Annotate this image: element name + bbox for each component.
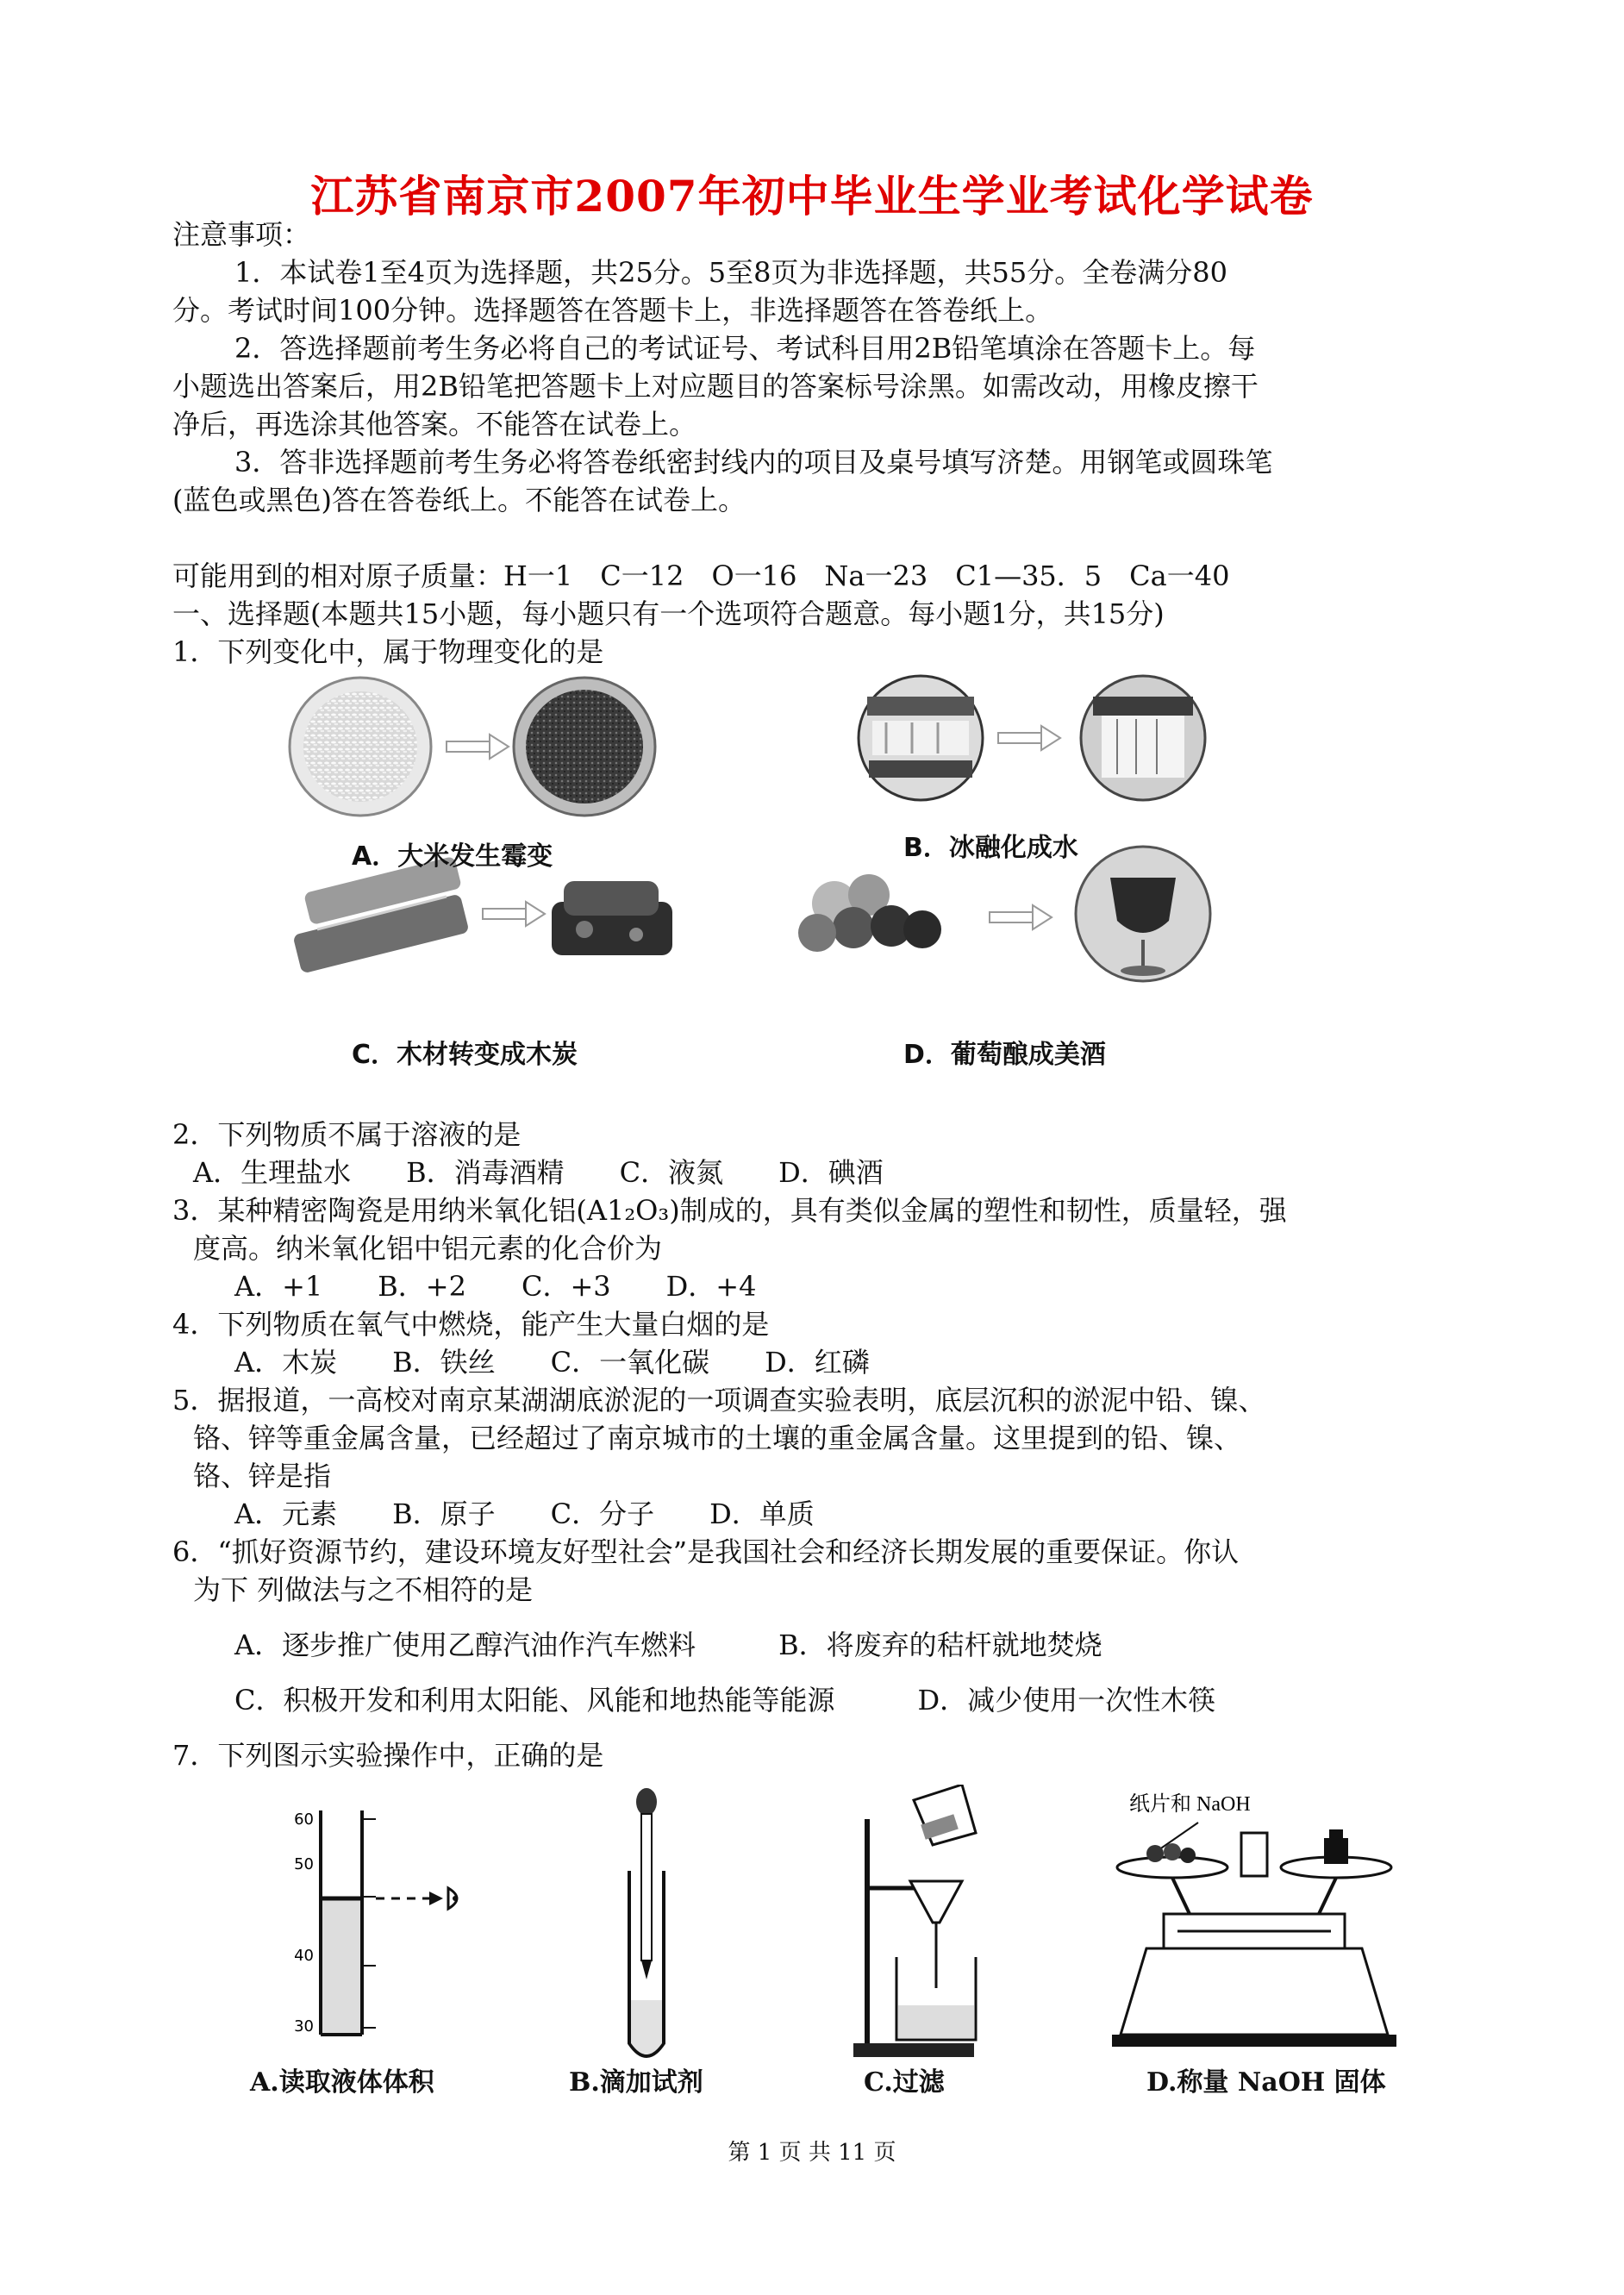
exam-title: 江苏省南京市2007年初中毕业生学业考试化学试卷	[310, 171, 1314, 222]
grapes-before-image	[798, 874, 941, 952]
q7-caption-c: C.过滤	[864, 2067, 945, 2098]
notice-item-1a: 1．本试卷1至4页为选择题，共25分。5至8页为非选择题，共55分。全卷满分80	[234, 256, 1227, 289]
question-1-stem: 1．下列变化中，属于物理变化的是	[172, 635, 604, 668]
notice-item-2c: 净后，再选涂其他答案。不能答在试卷上。	[172, 408, 697, 441]
arrow-icon	[990, 905, 1052, 929]
atomic-masses: 可能用到的相对原子质量：H一1 C一12 O一16 Na一23 C1—35．5 Ca一40	[172, 560, 1230, 592]
tick-40: 40	[294, 1947, 314, 1965]
question-5-stem-b: 铬、锌等重金属含量，已经超过了南京城市的土壤的重金属含量。这里提到的铅、镍、	[193, 1422, 1242, 1454]
question-7-stem: 7．下列图示实验操作中，正确的是	[172, 1739, 604, 1772]
question-6-stem-a: 6．“抓好资源节约，建设环境友好型社会”是我国社会和经济长期发展的重要保证。你认	[172, 1535, 1240, 1568]
notice-item-3a: 3．答非选择题前考生务必将答卷纸密封线内的项目及桌号填写济楚。用钢笔或圆珠笔	[234, 446, 1273, 478]
arrow-icon	[483, 902, 545, 926]
question-4-options: A．木炭 B．铁丝 C．一氧化碳 D．红磷	[234, 1346, 870, 1379]
question-5-stem-c: 铬、锌是指	[193, 1460, 332, 1492]
q1-caption-c: C．木材转变成木炭	[352, 1040, 578, 1070]
tick-60: 60	[294, 1810, 314, 1829]
tick-30: 30	[294, 2017, 314, 2035]
notice-item-2a: 2．答选择题前考生务必将自己的考试证号、考试科目用2B铅笔填涂在答题卡上。每	[234, 332, 1256, 365]
section-heading: 一、选择题(本题共15小题，每小题只有一个选项符合题意。每小题1分，共15分)	[172, 597, 1165, 630]
question-2-options: A．生理盐水 B．消毒酒精 C．液氮 D．碘酒	[193, 1156, 884, 1189]
question-2-stem: 2．下列物质不属于溶液的是	[172, 1118, 522, 1151]
question-1-figure	[283, 671, 1265, 1085]
question-6-options-ab: A．逐步推广使用乙醇汽油作汽车燃料 B．将废弃的秸杆就地焚烧	[234, 1629, 1102, 1661]
eye-icon	[448, 1888, 458, 1909]
ice-before-image	[859, 676, 983, 800]
lab-operations-illustrations	[233, 1785, 1440, 2104]
question-3-options: A．+1 B．+2 C．+3 D．+4	[234, 1270, 757, 1303]
arrow-icon	[998, 726, 1060, 750]
q1-caption-d: D．葡萄酿成美酒	[903, 1040, 1106, 1070]
balance-label: 纸片和 NaOH	[1129, 1793, 1251, 1816]
arrow-icon	[447, 735, 509, 759]
notice-item-3b: (蓝色或黑色)答在答卷纸上。不能答在试卷上。	[172, 484, 746, 516]
graduated-cylinder-image	[321, 1810, 443, 2035]
dropper-test-tube-image	[629, 1788, 664, 2056]
question-5-options: A．元素 B．原子 C．分子 D．单质	[234, 1498, 815, 1530]
notice-item-1b: 分。考试时间100分钟。选择题答在答题卡上，非选择题答在答卷纸上。	[172, 294, 1053, 327]
question-7-figure	[233, 1785, 1440, 2104]
balance-image	[1112, 1823, 1396, 2047]
q7-caption-d: D.称量 NaOH 固体	[1146, 2067, 1386, 2098]
rice-before-image	[290, 678, 431, 816]
q1-caption-a: A．大米发生霉变	[352, 841, 553, 872]
q7-caption-b: B.滴加试剂	[569, 2067, 703, 2098]
change-illustrations	[283, 671, 1265, 1085]
notice-heading: 注意事项：	[172, 218, 311, 251]
q1-caption-b: B．冰融化成水	[903, 833, 1078, 863]
water-after-image	[1081, 676, 1205, 800]
question-4-stem: 4．下列物质在氧气中燃烧，能产生大量白烟的是	[172, 1308, 770, 1341]
wine-glass-image	[1076, 847, 1210, 981]
wood-before-image	[292, 856, 469, 974]
question-6-options-cd: C．积极开发和利用太阳能、风能和地热能等能源 D．减少使用一次性木筷	[234, 1684, 1216, 1717]
notice-item-2b: 小题选出答案后，用2B铅笔把答题卡上对应题目的答案标号涂黑。如需改动，用橡皮擦干	[172, 370, 1259, 403]
question-3-stem-b: 度高。纳米氧化铝中铝元素的化合价为	[193, 1232, 663, 1265]
rice-after-image	[514, 678, 655, 816]
charcoal-after-image	[552, 881, 672, 955]
question-5-stem-a: 5．据报道，一高校对南京某湖湖底淤泥的一项调查实验表明，底层沉积的淤泥中铅、镍、	[172, 1384, 1266, 1416]
q7-caption-a: A.读取液体体积	[250, 2067, 434, 2098]
question-6-stem-b: 为下 列做法与之不相符的是	[193, 1573, 534, 1606]
page-number: 第 1 页 共 11 页	[728, 2140, 896, 2166]
tick-50: 50	[294, 1855, 314, 1873]
question-3-stem-a: 3．某种精密陶瓷是用纳米氧化铝(A1₂O₃)制成的，具有类似金属的塑性和韧性，质量轻，强	[172, 1194, 1287, 1227]
filtration-setup-image	[853, 1785, 976, 2057]
